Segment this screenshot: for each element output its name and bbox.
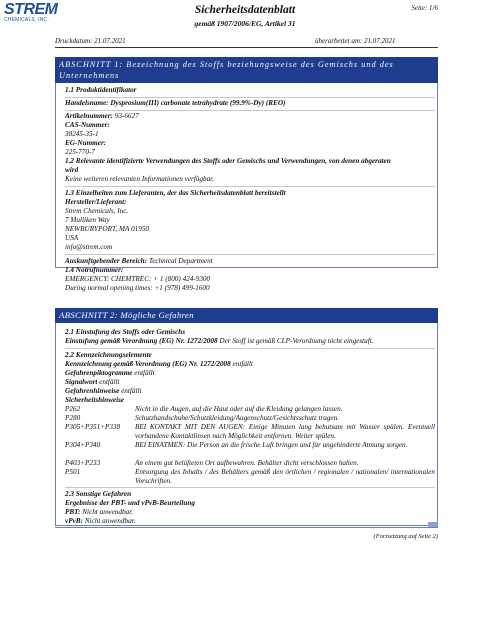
p-text: BEI EINATMEN: Die Person an die frische Luft bringen und für ungehinderte Atmung sorgen. [135,441,408,449]
p-code: P501 [65,468,81,476]
divider [65,110,435,111]
p-text: Schutzhandschuhe/Schutzkleidung/Augenschutz/Gesichtsschutz tragen. [135,414,340,422]
p-code: P262 [65,405,81,413]
normal-hours-number: During normal opening times: +1 (978) 499-1600 [65,284,210,292]
section-2-heading: ABSCHNITT 2: Mögliche Gefahren [55,308,438,323]
classification-value: Der Stoff ist gemäß CLP-Verordnung nicht eingestuft. [219,337,374,345]
signal-word-value: entfällt [99,378,120,386]
trade-name: Handelsname: Dysprosium(III) carbonate tetrahydrate (99.9%-Dy) (REO) [65,99,286,107]
continued-note: (Fortsetzung auf Seite 2) [373,533,438,540]
info-dept-label: Auskunftgebender Bereich: [65,257,148,265]
heading-1-2-cont: wird [65,166,79,174]
cas-label: CAS-Nummer: [65,121,110,129]
classification-label: Einstufung gemäß Verordnung (EG) Nr. 1272/2008 [65,337,218,345]
hazard-statements-label: Gefahrenhinweise [65,387,120,395]
email-link[interactable]: info@strem.com [65,243,113,251]
page-number: Seite: 1/6 [411,4,438,12]
labelling-value: entfällt [232,360,253,368]
divider [65,348,435,349]
section-2-bottom-rule [55,527,438,528]
p-statement [65,405,435,414]
p-statement [65,441,435,459]
p-statement [65,468,435,486]
section-1-heading: ABSCHNITT 1: Bezeichnung des Stoffs beziehungsweise des Gemischs und des Unternehmens [55,57,438,83]
section-2-body [65,328,435,526]
print-date: Druckdatum: 21.07.2021 [55,37,126,45]
supplier-label: Hersteller/Lieferant: [65,198,127,206]
divider [65,186,435,187]
p-statement [65,459,435,468]
revision-date: überarbeitet am: 21.07.2021 [315,37,396,45]
emergency-number: EMERGENCY: CHEMTREC: + 1 (800) 424-9300 [65,275,211,283]
divider [65,97,435,98]
p-statement [65,423,435,441]
p-text: BEI KONTAKT MIT DEN AUGEN: Einige Minuten lang behutsam mit Wasser spülen. Eventuell vorhandene Kontaktlinsen nach Möglichkeit entfernen. Weiter spülen. [135,423,435,440]
info-dept-value: Technical Department [148,257,213,265]
no-info-text: Keine weiteren relevanten Informationen verfügbar. [65,175,214,183]
eg-label: EG-Nummer: [65,139,107,147]
divider [65,487,435,488]
p-text: An einem gut belüfteten Ort aufbewahren. Behälter dicht verschlossen halten. [135,459,359,467]
heading-1-2: 1.2 Relevante identifizierte Verwendungen des Stoffs oder Gemischs und Verwendungen, von denen abgeraten [65,157,391,165]
address-line: Strem Chemicals, Inc. [65,207,129,215]
document-title: Sicherheitsdatenblatt [194,4,296,16]
address-line: USA [65,234,79,242]
precautionary-label: Sicherheitshinweise [65,396,125,404]
divider [65,254,435,255]
heading-2-2: 2.2 Kennzeichnungselemente [65,351,152,359]
p-statement [65,414,435,423]
address-line: 7 Mulliken Way [65,216,110,224]
document-subtitle: gemäß 1907/2006/EG, Artikel 31 [194,19,296,28]
pictograms-label: Gefahrenpiktogramme [65,369,133,377]
heading-1-1: 1.1 Produktidentifikator [65,86,137,94]
address-line: NEWBURYPORT, MA 01950 [65,225,150,233]
p-code: P305+P351+P338 [65,423,121,431]
continue-arrow-icon [428,522,438,527]
heading-1-3: 1.3 Einzelheiten zum Lieferanten, der das Sicherheitsdatenblatt bereitstellt [65,189,286,197]
article-label: Artikelnummer: [65,112,113,120]
p-code: P304+P340 [65,441,101,449]
vpvb-label: vPvB: [65,517,83,525]
article-value: 93-6627 [114,112,139,120]
vpvb-value: Nicht anwendbar. [84,517,136,525]
signal-word-label: Signalwort [65,378,98,386]
cas-value: 38245-35-1 [65,130,99,138]
heading-2-1: 2.1 Einstufung des Stoffs oder Gemischs [65,328,186,336]
heading-1-4: 1.4 Notrufnummer: [65,266,124,274]
p-text: Entsorgung des Inhalts / des Behälters gemäß den örtlichen / regionalen / nationalen/ internationalen Vorschriften. [135,468,435,485]
logo-subtitle: CHEMICALS, INC. [4,17,49,23]
header-divider [55,47,438,48]
pbt-value: Nicht anwendbar. [82,508,133,516]
p-code: P403+P233 [65,459,101,467]
pbt-heading: Ergebnisse der PBT- und vPvB-Beurteilung [65,499,195,507]
p-text: Nicht in die Augen, auf die Haut oder auf die Kleidung gelangen lassen. [135,405,343,413]
heading-2-3: 2.3 Sonstige Gefahren [65,490,132,498]
labelling-label: Kennzeichnung gemäß Verordnung (EG) Nr. 1272/2008 [65,360,231,368]
hazard-statements-value: entfällt [121,387,142,395]
p-code: P280 [65,414,81,422]
logo-wordmark: STREM [4,1,58,18]
eg-value: 225-770-7 [65,148,95,156]
pbt-label: PBT: [65,508,81,516]
pictograms-value: entfällt [134,369,155,377]
section-1-body [65,86,435,293]
